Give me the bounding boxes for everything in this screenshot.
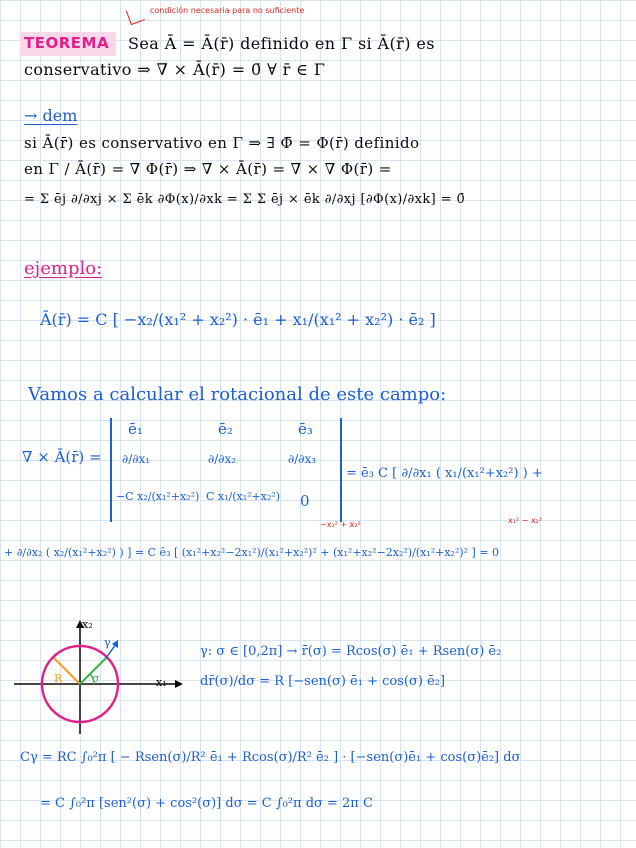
det-cell-3-1: −C x₂/(x₁²+x₂²) [116,490,200,503]
det-cell-2-2: ∂/∂x₂ [208,452,237,466]
det-cell-1-2: ē₂ [218,420,233,438]
note-arrow-icon [126,6,145,25]
sigma-label: σ [92,672,100,685]
det-right-bar [340,418,342,522]
det-cell-2-3: ∂/∂x₃ [288,452,317,466]
theorem-line-1: Sea Ā = Ā(r̄) definido en Γ si Ā(r̄) es [128,34,435,53]
x1-arrow-icon [175,680,183,688]
circulation-line-1: Cγ = RC ∫₀²π [ − Rsen(σ)/R² ē₁ + Rcos(σ)/R² ē₂ ] · [−sen(σ)ē₁ + cos(σ)ē₂] dσ [20,750,521,765]
circulation-line-2: = C ∫₀²π [sen²(σ) + cos²(σ)] dσ = C ∫₀²π dσ = 2π C [40,796,373,811]
radius-label: R [54,672,63,685]
det-cell-1-3: ē₃ [298,420,313,438]
example-formula: Ā(r̄) = C [ −x₂/(x₁² + x₂²) · ē₁ + x₁/(x₁² + x₂²) · ē₂ ] [40,310,436,329]
curl-note-a: −x₁² + x₂² [320,520,361,529]
det-cell-2-1: ∂/∂x₁ [122,452,151,466]
proof-label: → dem [24,106,78,125]
example-label: ejemplo: [24,258,103,279]
tangent-arrow-icon [112,640,118,648]
proof-line-2: en Γ / Ā(r̄) = ∇̄ Φ(r̄) ⇒ ∇̄ × Ā(r̄) = ∇̄ × ∇̄ Φ(r̄) = [24,160,392,178]
det-left-bar [110,418,112,522]
curl-lhs: ∇̄ × Ā(r̄) = [22,448,102,466]
curl-note-b: x₁² − x₂² [508,516,543,525]
gamma-label: γ [104,636,111,649]
curl-line-2: + ∂/∂x₂ ( x₂/(x₁²+x₂²) ) ] = C ē₃ [ (x₁²+x₂²−2x₁²)/(x₁²+x₂²)² + (x₁²+x₂²−2x₂²)/(x₁²+x₂²)² ] = 0 [4,546,500,559]
path-deriv: dr̄(σ)/dσ = R [−sen(σ) ē₁ + cos(σ) ē₂] [200,674,446,689]
axis-label-x1: x₁ [156,676,167,689]
curl-rhs: = ē₃ C [ ∂/∂x₁ ( x₁/(x₁²+x₂²) ) + [346,466,543,481]
axis-label-x2: x₂ [82,618,93,631]
det-cell-3-3: 0 [300,492,310,510]
theorem-tag: TEOREMA [24,34,110,52]
top-note: condición necesaria para no suficiente [150,6,305,15]
theorem-line-2: conservativo ⇒ ∇̄ × Ā(r̄) = 0̄ ∀ r̄ ∈ Γ [24,60,326,79]
proof-line-1: si Ā(r̄) es conservativo en Γ ⇒ ∃ Φ̄ = Φ(r̄) definido [24,134,420,152]
path-param: γ: σ ∈ [0,2π] → r̄(σ) = Rcos(σ) ē₁ + Rsen(σ) ē₂ [200,644,502,659]
proof-line-3: = Σ ēj ∂/∂xj × Σ ēk ∂Φ(x)/∂xk = Σ Σ ēj × ēk ∂/∂xj [∂Φ(x)/∂xk] = 0̄ [24,192,466,207]
det-cell-3-2: C x₁/(x₁²+x₂²) [206,490,281,503]
det-cell-1-1: ē₁ [128,420,143,438]
curl-intro: Vamos a calcular el rotacional de este campo: [28,384,447,405]
